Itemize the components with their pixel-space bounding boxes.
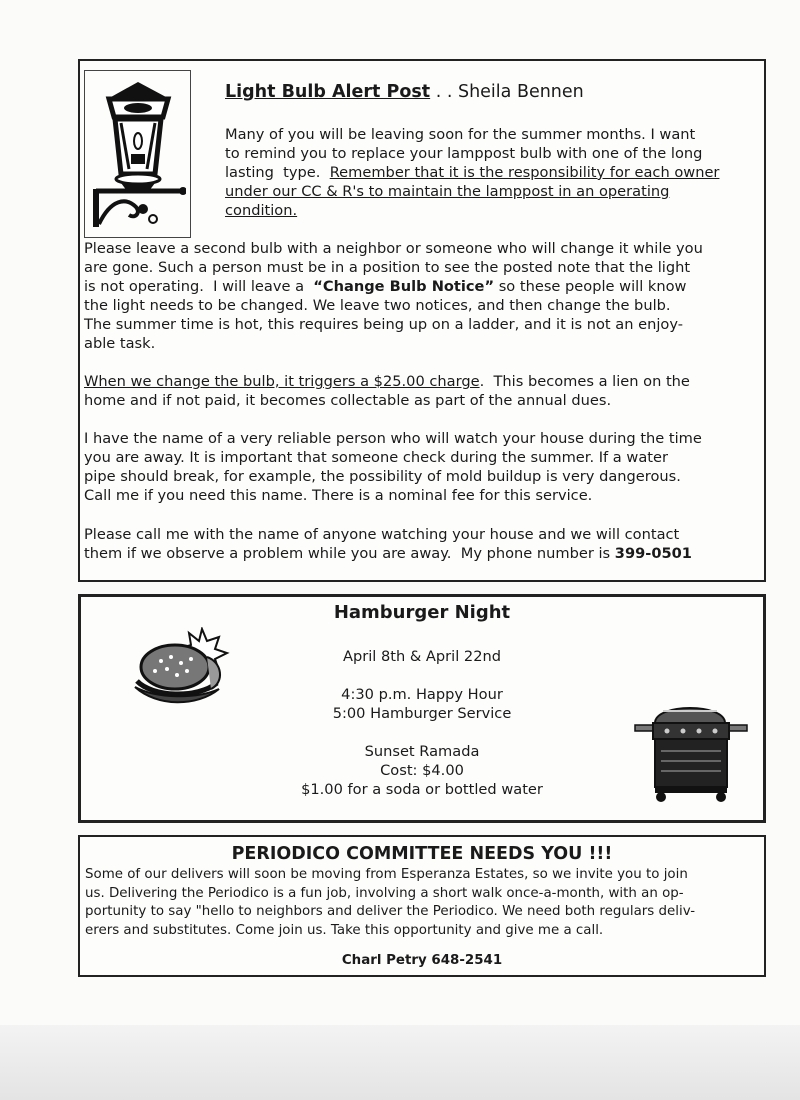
hamburger-night-title [81,604,763,623]
lamppost-illustration-frame [84,70,191,238]
bulb-alert-author: Sheila Bennen [457,82,584,102]
periodico-body [85,866,695,940]
title-text: Hamburger Night [333,602,511,623]
text-line: is not operating. I will leave a [84,277,314,295]
contact-text: Charl Petry 648-2541 [341,953,503,968]
text-line: Some of our delivers will soon be moving from Esperanza Estates, so we invite you to join [85,867,688,882]
light-bulb-alert-section [78,59,766,582]
bulb-alert-title: Light Bulb Alert Post [225,82,431,102]
underlined-text: Remember that it is the responsibility for each owner [329,163,720,181]
periodico-committee-section [78,835,766,977]
charge-paragraph [84,373,690,411]
change-bulb-notice-label: “Change Bulb Notice” [313,277,495,295]
periodico-contact [80,952,764,971]
periodico-title [80,845,764,864]
text-line: The summer time is hot, this requires being up on a ladder, and it is not an enjoy- [84,315,683,333]
text-line: Call me if you need this name. There is a nominal fee for this service. [84,486,593,504]
text-line: us. Delivering the Periodico is a fun job, involving a short walk once-a-month, with an op- [85,885,684,901]
text-line: to remind you to replace your lamppost bulb with one of the long [225,144,703,162]
text-line: lasting type. [225,163,330,181]
bulb-alert-intro [225,126,719,221]
lamppost-icon [91,79,186,229]
text-line: are gone. Such a person must be in a position to see the posted note that the light [84,258,691,276]
event-dates: April 8th & April 22nd [343,648,501,665]
scan-shadow [0,1025,800,1100]
heading-separator: . . [430,82,458,102]
text-line: Please leave a second bulb with a neighbor or someone who will change it while you [84,240,703,257]
text-line: home and if not paid, it becomes collectable as part of the annual dues. [84,391,612,409]
contact-paragraph [84,526,692,564]
second-bulb-paragraph [84,240,703,353]
event-cost: Cost: $4.00 [380,762,464,779]
underlined-text: condition. [225,201,298,219]
text-line: able task. [84,334,156,352]
hamburger-service-time: 5:00 Hamburger Service [332,705,512,722]
bulb-alert-heading [225,83,584,102]
phone-number: 399-0501 [614,544,692,562]
title-text: PERIODICO COMMITTEE NEEDS YOU !!! [231,844,613,864]
text-line: so these people will know [494,277,687,295]
text-line: pipe should break, for example, the possibility of mold buildup is very dangerous. [84,467,681,485]
charge-underlined: When we change the bulb, it triggers a $25.00 charge [84,373,480,390]
text-line: them if we observe a problem while you are away. My phone number is [84,544,615,562]
text-line: Please call me with the name of anyone watching your house and we will contact [84,526,680,543]
text-line: erers and substitutes. Come join us. Take this opportunity and give me a call. [85,922,604,938]
text-line: I have the name of a very reliable person who will watch your house during the time [84,430,702,447]
drink-prices: $1.00 for a soda or bottled water [301,781,543,798]
event-location: Sunset Ramada [364,743,480,760]
text-line: portunity to say "hello to neighbors and deliver the Periodico. We need both regulars deliv- [85,904,696,920]
text-line: the light needs to be changed. We leave two notices, and then change the bulb. [84,296,671,314]
happy-hour-time: 4:30 p.m. Happy Hour [341,686,503,703]
hamburger-night-section [78,594,766,823]
text-line: Many of you will be leaving soon for the summer months. I want [225,126,696,143]
underlined-text: under our CC & R's to maintain the lamppost in an operating [225,182,670,200]
text-line: . This becomes a lien on the [479,373,690,390]
text-line: you are away. It is important that someone check during the summer. If a water [84,448,668,466]
house-watcher-paragraph [84,430,702,506]
